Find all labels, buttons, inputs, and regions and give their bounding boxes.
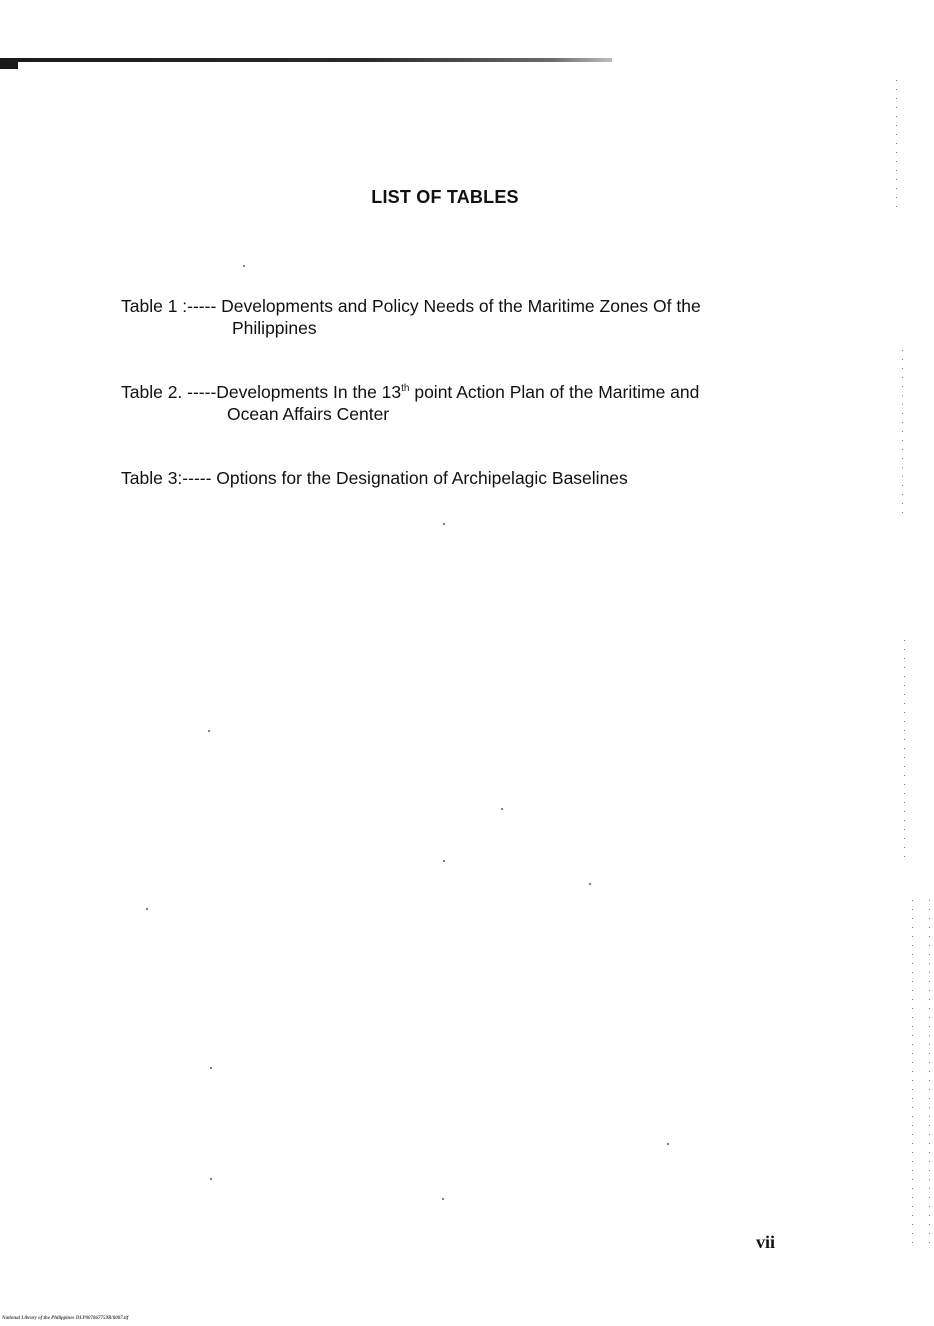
table-list-entry-2 — [121, 381, 699, 425]
scan-speck — [243, 265, 245, 267]
top-rule — [0, 58, 612, 62]
scan-speck — [146, 908, 148, 910]
scan-speck — [210, 1178, 212, 1180]
entry-3-line-1: Table 3:----- Options for the Designation of Archipelagic Baselines — [121, 468, 628, 488]
scan-speck — [443, 523, 445, 525]
entry-2-line-1 — [121, 382, 699, 402]
scan-speck — [667, 1143, 669, 1145]
scan-edge-marks — [902, 350, 903, 520]
scan-edge-marks — [896, 80, 897, 210]
scan-speck — [442, 1198, 444, 1200]
entry-2-text-after: point Action Plan of the Maritime and — [409, 382, 700, 402]
entry-2-text-before: Table 2. -----Developments In the 13 — [121, 382, 402, 402]
top-rule-mark — [0, 62, 18, 69]
scan-speck — [210, 1067, 212, 1069]
scan-speck — [589, 883, 591, 885]
entry-2-line-2: Ocean Affairs Center — [227, 404, 390, 424]
footer-stamp: National Library of the Philippines DLP007867759R/0007.tif — [2, 1316, 129, 1321]
page-title: LIST OF TABLES — [371, 187, 519, 207]
entry-1-line-1: Table 1 :----- Developments and Policy Needs of the Maritime Zones Of the — [121, 296, 701, 316]
entry-2-superscript: th — [401, 383, 410, 394]
scan-speck — [208, 730, 210, 732]
scan-edge-marks — [929, 900, 930, 1250]
scan-speck — [501, 808, 503, 810]
table-list-entry-3 — [121, 467, 628, 489]
entry-1-line-2: Philippines — [232, 318, 317, 338]
table-list-entry-1 — [121, 295, 701, 339]
page-number: vii — [756, 1232, 776, 1252]
scan-edge-marks — [904, 640, 905, 860]
scan-edge-marks — [912, 900, 913, 1250]
scan-speck — [443, 860, 445, 862]
